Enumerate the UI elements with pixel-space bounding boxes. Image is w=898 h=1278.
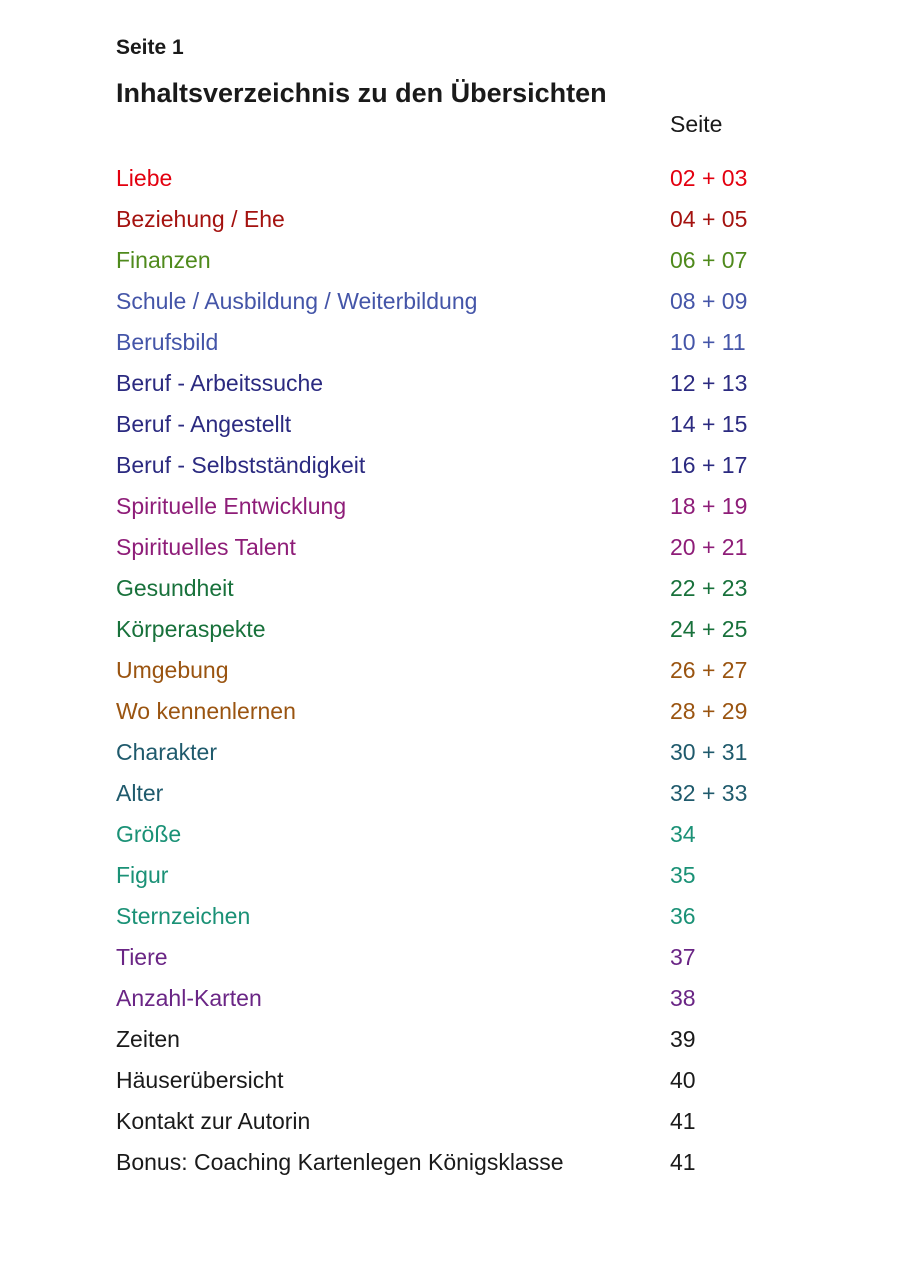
toc-entry-pages: 28 + 29 <box>670 698 748 724</box>
toc-entry-title: Beruf - Angestellt <box>116 411 292 437</box>
toc-entry-title: Spirituelle Entwicklung <box>116 493 347 519</box>
toc-entry-pages: 37 <box>670 944 696 970</box>
toc-entry-pages: 40 <box>670 1067 696 1093</box>
toc-entry-pages: 04 + 05 <box>670 206 748 232</box>
toc-entry <box>0 573 898 614</box>
toc-entry-pages: 39 <box>670 1026 696 1052</box>
toc-entry-pages: 16 + 17 <box>670 452 748 478</box>
toc-entry-title: Figur <box>116 862 169 888</box>
toc-entry <box>0 491 898 532</box>
toc-entry-pages: 30 + 31 <box>670 739 748 765</box>
toc-entry <box>0 204 898 245</box>
toc-entry-pages: 02 + 03 <box>670 165 748 191</box>
toc-entry-title: Körperaspekte <box>116 616 266 642</box>
toc-entry-pages: 10 + 11 <box>670 329 746 355</box>
toc-entry <box>0 286 898 327</box>
toc-entry <box>0 737 898 778</box>
toc-entry-title: Tiere <box>116 944 168 970</box>
toc-entry <box>0 409 898 450</box>
toc-entry-pages: 36 <box>670 903 696 929</box>
toc-entry-title: Wo kennenlernen <box>116 698 296 724</box>
toc-entry-title: Anzahl-Karten <box>116 985 262 1011</box>
page-title: Inhaltsverzeichnis zu den Übersichten <box>116 78 607 108</box>
toc-entry <box>0 327 898 368</box>
toc-entry-pages: 08 + 09 <box>670 288 748 314</box>
toc-entry-title: Liebe <box>116 165 173 191</box>
toc-entry-pages: 32 + 33 <box>670 780 748 806</box>
toc-entry-title: Kontakt zur Autorin <box>116 1108 311 1134</box>
toc-entry <box>0 1106 898 1147</box>
toc-entry-pages: 12 + 13 <box>670 370 748 396</box>
toc-entry <box>0 245 898 286</box>
toc-entry <box>0 614 898 655</box>
toc-entry-title: Berufsbild <box>116 329 219 355</box>
toc-entry-pages: 41 <box>670 1149 696 1175</box>
toc-entry-pages: 18 + 19 <box>670 493 748 519</box>
toc-entry-pages: 34 <box>670 821 696 847</box>
toc-entry-pages: 22 + 23 <box>670 575 748 601</box>
toc-entry-title: Bonus: Coaching Kartenlegen Königsklasse <box>116 1149 564 1175</box>
toc-entry-pages: 06 + 07 <box>670 247 748 273</box>
toc-entry-pages: 35 <box>670 862 696 888</box>
toc-entry <box>0 1147 898 1188</box>
toc-entry-pages: 38 <box>670 985 696 1011</box>
toc-entry <box>0 819 898 860</box>
toc-entry-pages: 41 <box>670 1108 696 1134</box>
toc-entry-title: Häuserübersicht <box>116 1067 284 1093</box>
page-number: Seite 1 <box>116 36 184 59</box>
table-of-contents <box>0 163 898 1188</box>
toc-entry <box>0 655 898 696</box>
toc-entry-title: Beziehung / Ehe <box>116 206 285 232</box>
toc-entry-pages: 14 + 15 <box>670 411 748 437</box>
toc-entry <box>0 532 898 573</box>
toc-entry-title: Schule / Ausbildung / Weiterbildung <box>116 288 478 314</box>
toc-entry-pages: 26 + 27 <box>670 657 748 683</box>
toc-entry <box>0 1065 898 1106</box>
toc-entry-title: Sternzeichen <box>116 903 251 929</box>
toc-entry-title: Zeiten <box>116 1026 180 1052</box>
page-column-header: Seite <box>670 111 723 137</box>
toc-entry-title: Finanzen <box>116 247 211 273</box>
toc-entry-title: Charakter <box>116 739 217 765</box>
toc-entry <box>0 901 898 942</box>
toc-entry-title: Alter <box>116 780 164 806</box>
toc-entry-pages: 20 + 21 <box>670 534 748 560</box>
toc-entry <box>0 942 898 983</box>
toc-entry <box>0 450 898 491</box>
toc-entry <box>0 778 898 819</box>
toc-entry-title: Gesundheit <box>116 575 234 601</box>
toc-entry <box>0 860 898 901</box>
toc-entry <box>0 983 898 1024</box>
toc-entry-title: Beruf - Selbstständigkeit <box>116 452 366 478</box>
toc-entry-title: Größe <box>116 821 182 847</box>
toc-entry-title: Beruf - Arbeitssuche <box>116 370 324 396</box>
toc-entry <box>0 696 898 737</box>
toc-entry-pages: 24 + 25 <box>670 616 748 642</box>
toc-entry-title: Spirituelles Talent <box>116 534 296 560</box>
toc-entry-title: Umgebung <box>116 657 229 683</box>
toc-entry <box>0 163 898 204</box>
toc-entry <box>0 368 898 409</box>
toc-entry <box>0 1024 898 1065</box>
